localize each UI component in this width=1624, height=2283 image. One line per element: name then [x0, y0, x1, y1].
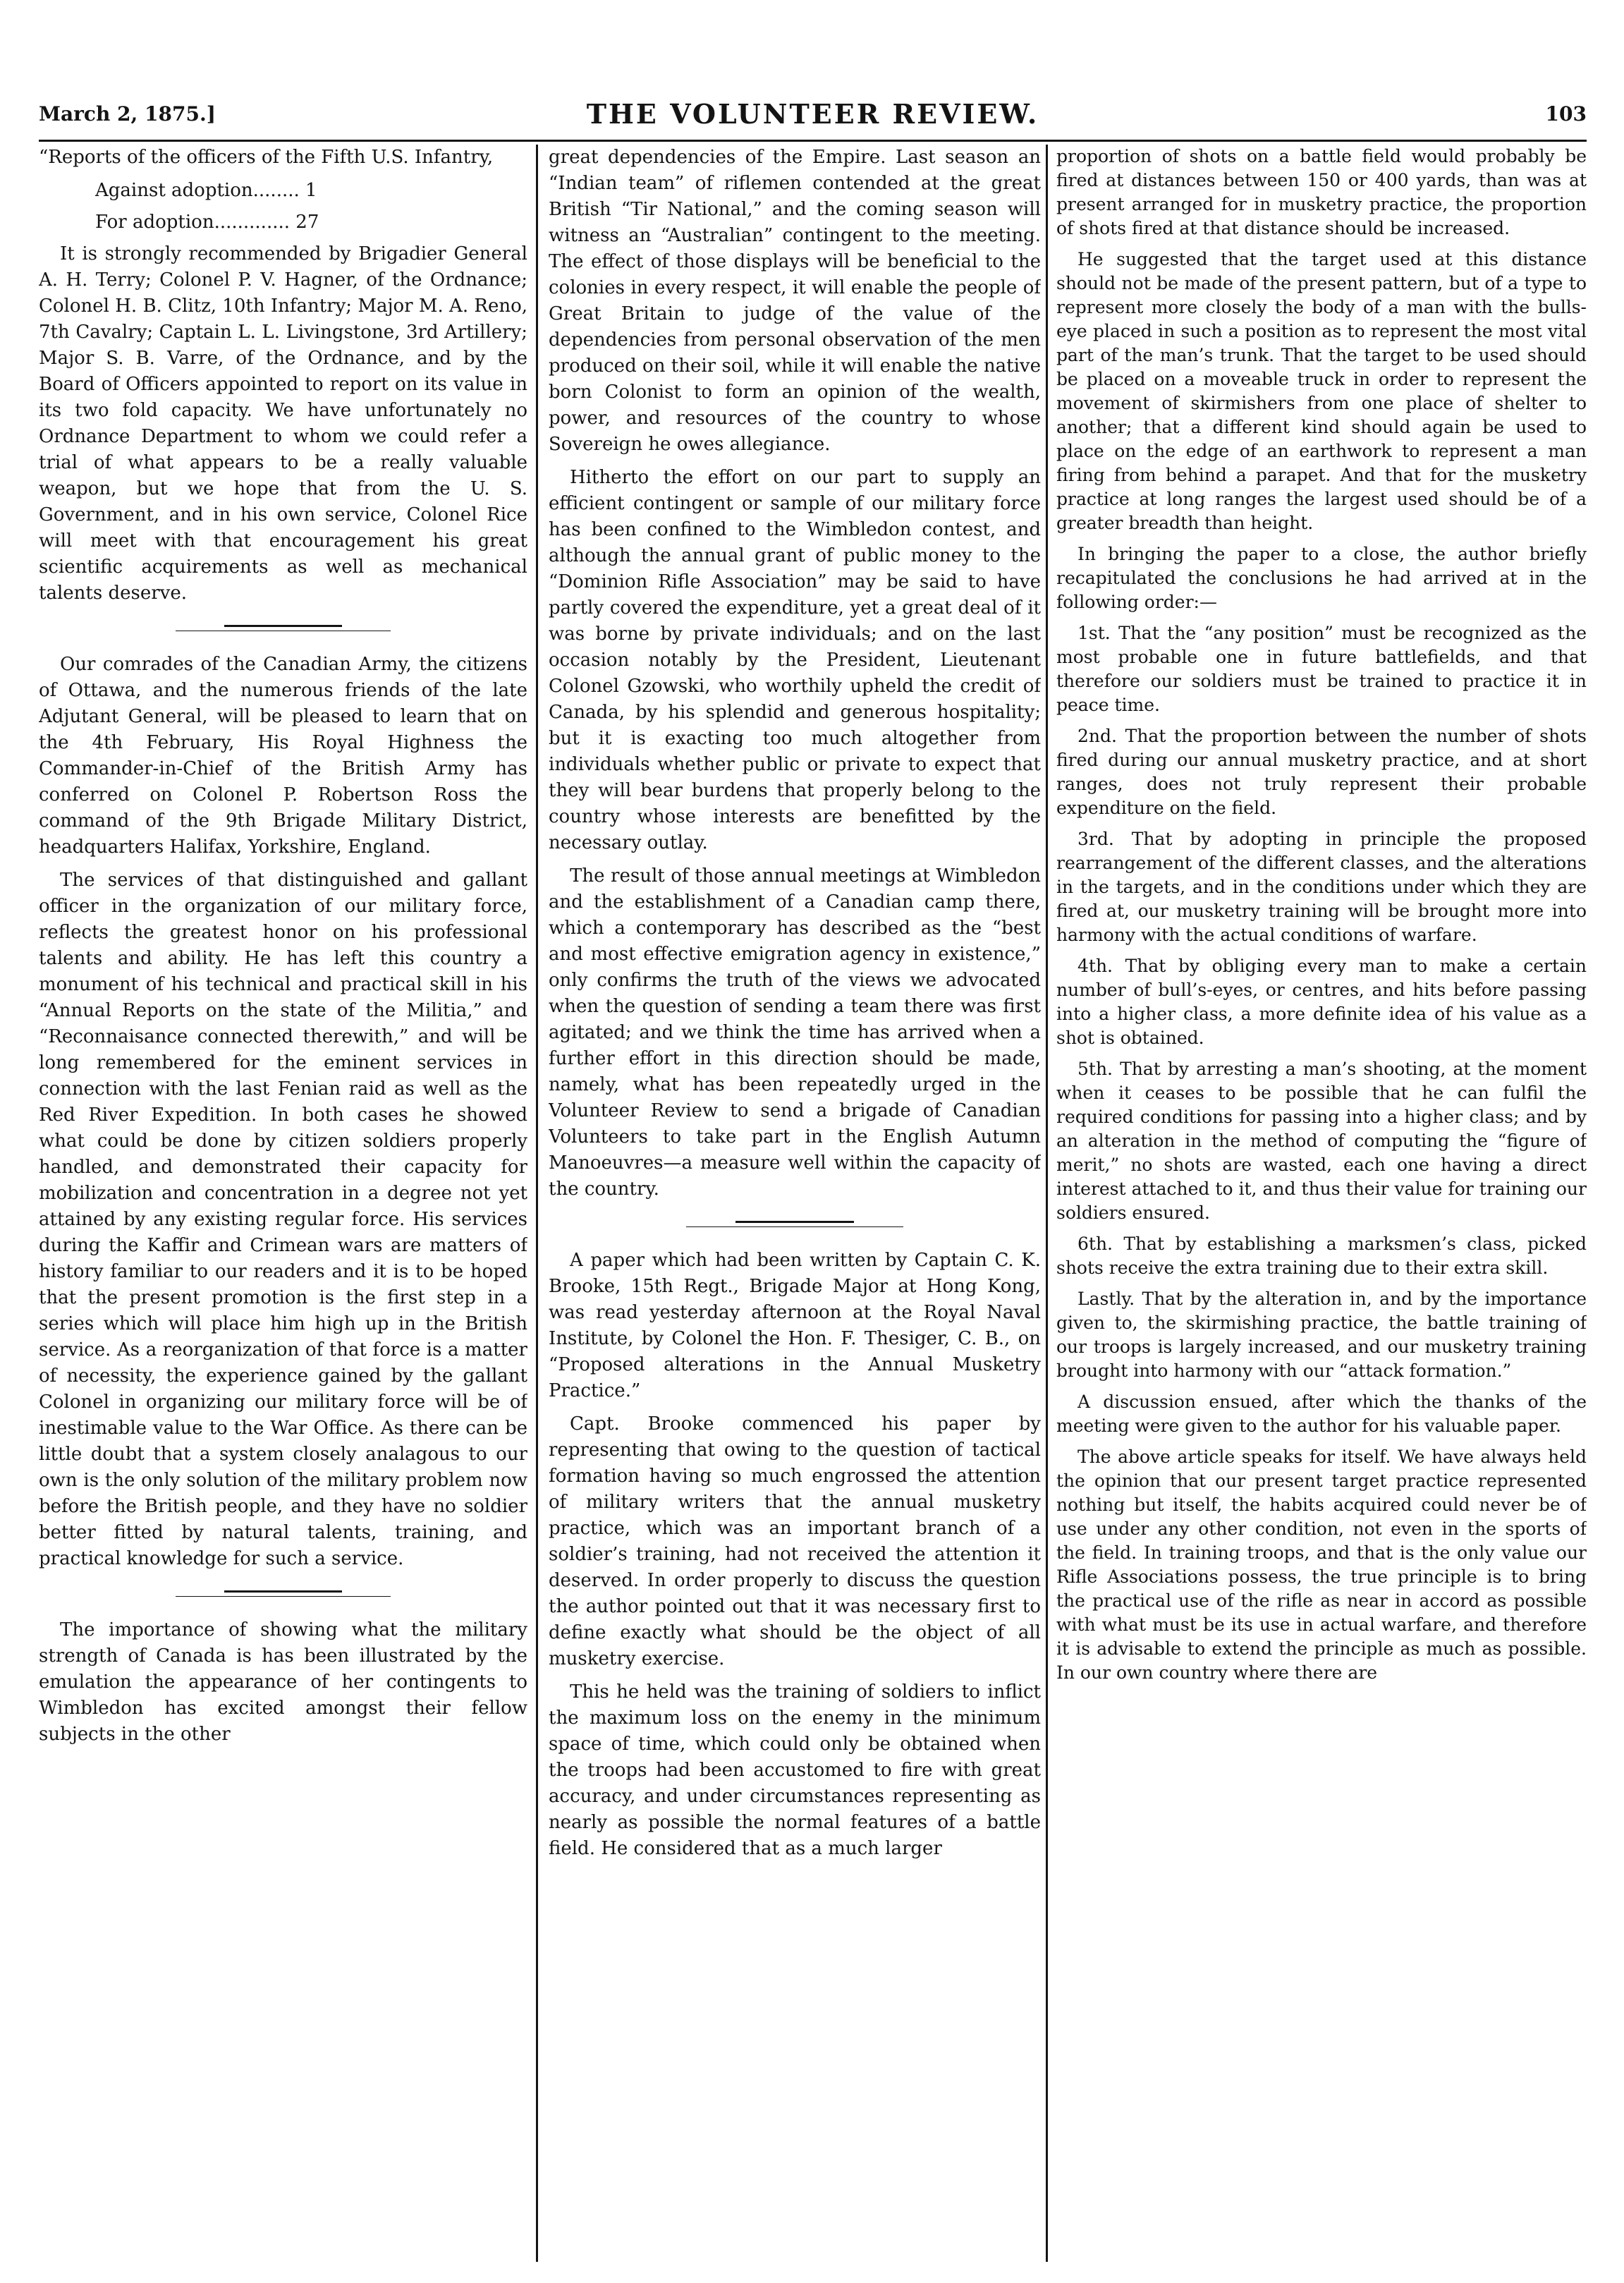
conclusion-item: 1st. That the “any position” must be recognized as the most probable one in future battlefields, and that therefore our soldiers must be trained to practice it in peace time. — [1056, 623, 1587, 715]
article-paragraph: The above article speaks for itself. We have always held the opinion that our present target practice represented nothing but itself, the habits acquired could never be of use under any other condition, not even in the sports of the field. In training troops, and that is the only value our Rifle Associations possess, the true principle is to bring the practical use of the rifle as near in accord as possible with what must be its use in actual warfare, and therefore it is advisable to extend the principle as much as possible. In our own country where there are — [1056, 1447, 1587, 1683]
conclusion-item: Lastly. That by the alteration in, and by the importance given to, the skirmishing practice, the battle training of our troops is largely increased, and our musketry training brought into harmony with our “attack formation.” — [1056, 1289, 1587, 1381]
article-paragraph: A discussion ensued, after which the thanks of the meeting were given to the author for his valuable paper. — [1056, 1392, 1587, 1436]
article-paragraph: This he held was the training of soldiers to inflict the maximum loss on the enemy in the minimum space of time, which could only be obtained when the troops had been accustomed to fire with great accuracy, and under circumstances representing as nearly as possible the normal features of a battle field. He considered that as a much larger — [549, 1681, 1041, 1859]
conclusion-item: 2nd. That the proportion between the number of shots fired during our annual musketry practice, and at short ranges, does not truly represent their probable expenditure on the field. — [1056, 726, 1587, 818]
column-1 — [39, 145, 527, 2262]
section-separator — [39, 1582, 527, 1606]
column-3 — [1056, 145, 1587, 2262]
header-rule — [39, 140, 1587, 142]
conclusion-item: 5th. That by arresting a man’s shooting, at the moment when it ceases to be possible that he can fulfil the required conditions for passing into a higher class; and by an alteration in the method of computing the “figure of merit,” no shots are wasted, each one having a direct interest attached to it, and thus their value for training our soldiers ensured. — [1056, 1059, 1587, 1223]
conclusion-item: 4th. That by obliging every man to make a certain number of bull’s-eyes, or centres, and hits before passing into a higher class, a more definite idea of his value as a shot is obtained. — [1056, 956, 1587, 1048]
page-number: 103 — [1545, 102, 1587, 126]
article-paragraph: Capt. Brooke commenced his paper by representing that owing to the question of tactical formation having so much engrossed the attention of military writers that the annual musketry practice, which was an important branch of a soldier’s training, had not received the attention it deserved. In order properly to discuss the question the author pointed out that it was necessary first to define exactly what should be the object of all musketry exercise. — [549, 1413, 1041, 1669]
publication-title: THE VOLUNTEER REVIEW. — [586, 98, 1039, 130]
conclusion-item: 6th. That by establishing a marksmen’s class, picked shots receive the extra training due to their extra skill. — [1056, 1234, 1587, 1278]
article-paragraph: proportion of shots on a battle field would probably be fired at distances between 150 or 400 yards, than was at present arranged for in musketry practice, the proportion of shots fired at that distance should be increased. — [1056, 146, 1587, 238]
conclusion-item: 3rd. That by adopting in principle the proposed rearrangement of the different classes, and the alterations in the targets, and in the conditions under which they are fired at, our musketry training will be brought more into harmony with the actual conditions of warfare. — [1056, 829, 1587, 945]
article-paragraph: A paper which had been written by Captain C. K. Brooke, 15th Regt., Brigade Major at Hong Kong, was read yesterday afternoon at the Royal Naval Institute, by Colonel the Hon. F. Thesiger, C. B., on “Proposed alterations in the Annual Musketry Practice.” — [549, 1250, 1041, 1401]
section-separator — [39, 616, 527, 640]
article-paragraph: It is strongly recommended by Brigadier General A. H. Terry; Colonel P. V. Hagner, of the Ordnance; Colonel H. B. Clitz, 10th Infantry; Major M. A. Reno, 7th Cavalry; Captain L. L. Livingstone, 3rd Artillery; Major S. B. Varre, of the Ordnance, and by the Board of Officers appointed to report on its value in its two fold capacity. We have unfortunately no Ordnance Department to whom we could refer a trial of what appears to be a really valuable weapon, but we hope that from the U. S. Government, and in his own service, Colonel Rice will meet with that encouragement his great scientific acquirements as well as mechanical talents deserve. — [39, 243, 527, 604]
article-paragraph: The importance of showing what the military strength of Canada is has been illustrated by the emulation the appearance of her contingents to Wimbledon has excited amongst their fellow subjects in the other — [39, 1619, 527, 1745]
vote-against: Against adoption........ 1 — [95, 180, 317, 201]
vote-for: For adoption............. 27 — [95, 212, 319, 233]
article-paragraph: He suggested that the target used at this distance should not be made of the present pattern, but of a type to represent more closely the body of a man with the bulls-eye placed in such a position as to represent the most vital part of the man’s trunk. That the target to be used should be placed on a moveable truck in order to represent the movement of skirmishers from one place of shelter to another; that a different kind should again be used to place on the edge of an earthwork to represent a man firing from behind a parapet. And that for the musketry practice at long ranges the largest used should be of a greater breadth than height. — [1056, 249, 1587, 533]
article-paragraph: In bringing the paper to a close, the author briefly recapitulated the conclusions he had arrived at in the following order:— — [1056, 544, 1587, 612]
article-paragraph: The services of that distinguished and gallant officer in the organization of our military force, reflects the greatest honor on his professional talents and ability. He has left this country a monument of his technical and practical skill in his “Annual Reports on the state of the Militia,” and “Reconnaisance connected therewith,” and will be long remembered for the eminent services in connection with the last Fenian raid as well as the Red River Expedition. In both cases he showed what could be done by citizen soldiers properly handled, and demonstrated their capacity for mobilization and concentration in a degree not yet attained by any existing regular force. His services during the Kaffir and Crimean wars are matters of history familiar to our readers and it is to be hoped that the present promotion is the first step in a series which will place him high up in the British service. As a reorganization of that force is a matter of necessity, the experience gained by the gallant Colonel in organizing our military force will be of inestimable value to the War Office. As there can be little doubt that a system closely analagous to our own is the only solution of the military problem now before the British people, and they have no soldier better fitted by natural talents, training, and practical knowledge for such a service. — [39, 870, 527, 1569]
article-paragraph: The result of those annual meetings at Wimbledon and the establishment of a Canadian camp there, which a contemporary has described as the “best and most effective emigration agency in existence,” only confirms the truth of the views we advocated when the question of sending a team there was first agitated; and we think the time has arrived when a further effort in this direction should be made, namely, what has been repeatedly urged in the Volunteer Review to send a brigade of Canadian Volunteers to take part in the English Autumn Manoeuvres—a measure well within the capacity of the country. — [549, 865, 1041, 1200]
article-paragraph: Our comrades of the Canadian Army, the citizens of Ottawa, and the numerous friends of the late Adjutant General, will be pleased to learn that on the 4th February, His Royal Highness the Commander-in-Chief of the British Army has conferred on Colonel P. Robertson Ross the command of the 9th Brigade Military District, headquarters Halifax, Yorkshire, England. — [39, 654, 527, 858]
section-separator — [549, 1212, 1041, 1236]
reports-line: “Reports of the officers of the Fifth U.S. Infantry, — [39, 147, 494, 168]
issue-date: March 2, 1875.] — [39, 102, 216, 126]
column-divider — [1046, 145, 1048, 2262]
page-header — [39, 98, 1587, 138]
article-paragraph: great dependencies of the Empire. Last season an “Indian team” of riflemen contended at the great British “Tir National,” and the coming season will witness an “Australian” contingent to the meeting. The effect of those displays will be beneficial to the colonies in every respect, it will enable the people of Great Britain to judge of the value of the dependencies from personal observation of the men produced on their soil, while it will enable the native born Colonist to form an opinion of the wealth, power, and resources of the country to whose Sovereign he owes allegiance. — [549, 147, 1041, 455]
column-divider — [536, 145, 538, 2262]
column-2 — [549, 145, 1041, 2262]
article-paragraph: Hitherto the effort on our part to supply an efficient contingent or sample of our military force has been confined to the Wimbledon contest, and although the annual grant of public money to the “Dominion Rifle Association” may be said to have partly covered the expenditure, yet a great deal of it was borne by private individuals; and on the last occasion notably by the President, Lieutenant Colonel Gzowski, who worthily upheld the credit of Canada, by his splendid and generous hospitality; but it is exacting too much altogether from individuals whether public or private to expect that they will bear burdens that properly belong to the country whose interests are benefitted by the necessary outlay. — [549, 467, 1041, 853]
